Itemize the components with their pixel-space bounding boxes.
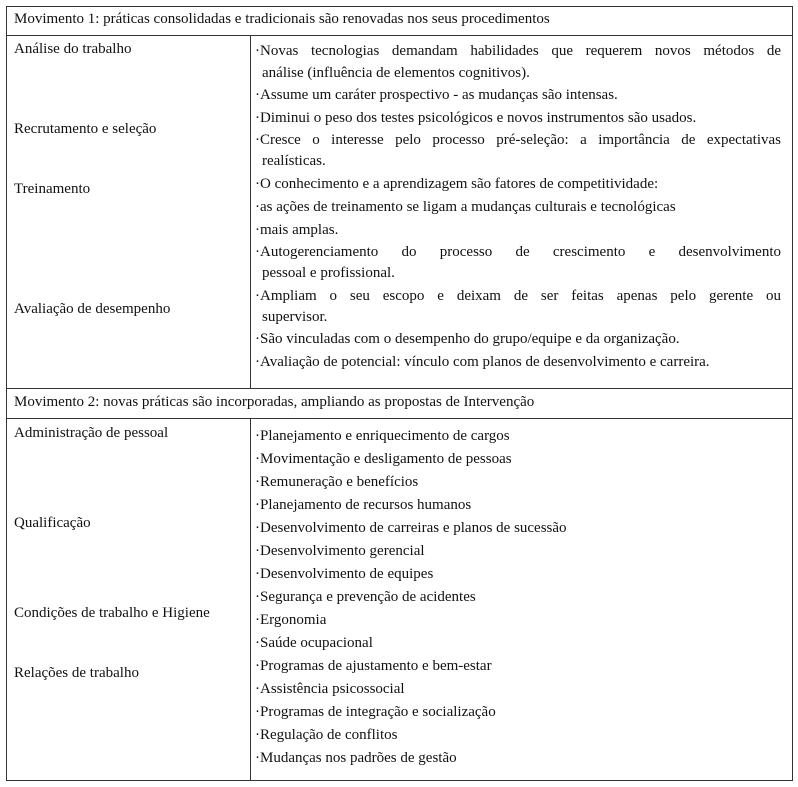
practice-item: ·O conhecimento e a aprendizagem são fatores de competitividade: [255,176,659,192]
practice-item: ·Mudanças nos padrões de gestão [255,750,457,766]
row-divider [6,418,793,419]
category-condicoes-de-trabalho-e-higiene: Condições de trabalho e Higiene [14,605,210,621]
practice-item: ·Novas tecnologias demandam habilidades que requerem novos métodos de [255,43,781,59]
category-administracao-de-pessoal: Administração de pessoal [14,425,169,441]
practice-item: ·São vinculadas com o desempenho do grupo/equipe e da organização. [255,331,680,347]
practice-item-continuation: realísticas. [262,153,326,169]
practice-item: ·Ampliam o seu escopo e deixam de ser feitas apenas pelo gerente ou [255,288,781,304]
practice-item: ·Planejamento e enriquecimento de cargos [255,428,510,444]
category-recrutamento-e-selecao: Recrutamento e seleção [14,121,157,137]
practice-item: ·mais amplas. [255,222,339,238]
column-divider [250,35,251,388]
practice-item: ·Desenvolvimento de carreiras e planos de sucessão [255,520,567,536]
category-analise-do-trabalho: Análise do trabalho [14,41,132,57]
practice-item: ·Programas de integração e socialização [255,704,496,720]
category-relacoes-de-trabalho: Relações de trabalho [14,665,139,681]
practice-item: ·as ações de treinamento se ligam a mudanças culturais e tecnológicas [255,199,676,215]
category-treinamento: Treinamento [14,181,91,197]
practice-item: ·Assume um caráter prospectivo - as mudanças são intensas. [255,87,618,103]
practice-item: ·Programas de ajustamento e bem-estar [255,658,492,674]
practice-item: ·Saúde ocupacional [255,635,373,651]
row-divider [6,388,793,389]
category-qualificacao: Qualificação [14,515,91,531]
practice-item: ·Remuneração e benefícios [255,474,419,490]
practice-item: ·Desenvolvimento de equipes [255,566,434,582]
practice-item: ·Autogerenciamento do processo de crescimento e desenvolvimento [255,244,781,260]
column-divider [250,418,251,781]
practice-item: ·Planejamento de recursos humanos [255,497,472,513]
practice-item: ·Diminui o peso dos testes psicológicos e novos instrumentos são usados. [255,110,697,126]
practice-item: ·Cresce o interesse pelo processo pré-seleção: a importância de expectativas [255,132,781,148]
movement-1-title: Movimento 1: práticas consolidadas e tradicionais são renovadas nos seus procedimentos [14,11,550,27]
practice-item: ·Regulação de conflitos [255,727,398,743]
category-avaliacao-de-desempenho: Avaliação de desempenho [14,301,171,317]
practice-item: ·Desenvolvimento gerencial [255,543,425,559]
practice-item-continuation: análise (influência de elementos cognitivos). [262,65,530,81]
practice-item-continuation: supervisor. [262,309,328,325]
movement-2-title: Movimento 2: novas práticas são incorporadas, ampliando as propostas de Intervenção [14,394,535,410]
practice-item: ·Assistência psicossocial [255,681,405,697]
practice-item: ·Segurança e prevenção de acidentes [255,589,476,605]
row-divider [6,35,793,36]
practice-item: ·Avaliação de potencial: vínculo com planos de desenvolvimento e carreira. [255,354,710,370]
practice-item: ·Ergonomia [255,612,327,628]
practice-item: ·Movimentação e desligamento de pessoas [255,451,512,467]
practice-item-continuation: pessoal e profissional. [262,265,395,281]
